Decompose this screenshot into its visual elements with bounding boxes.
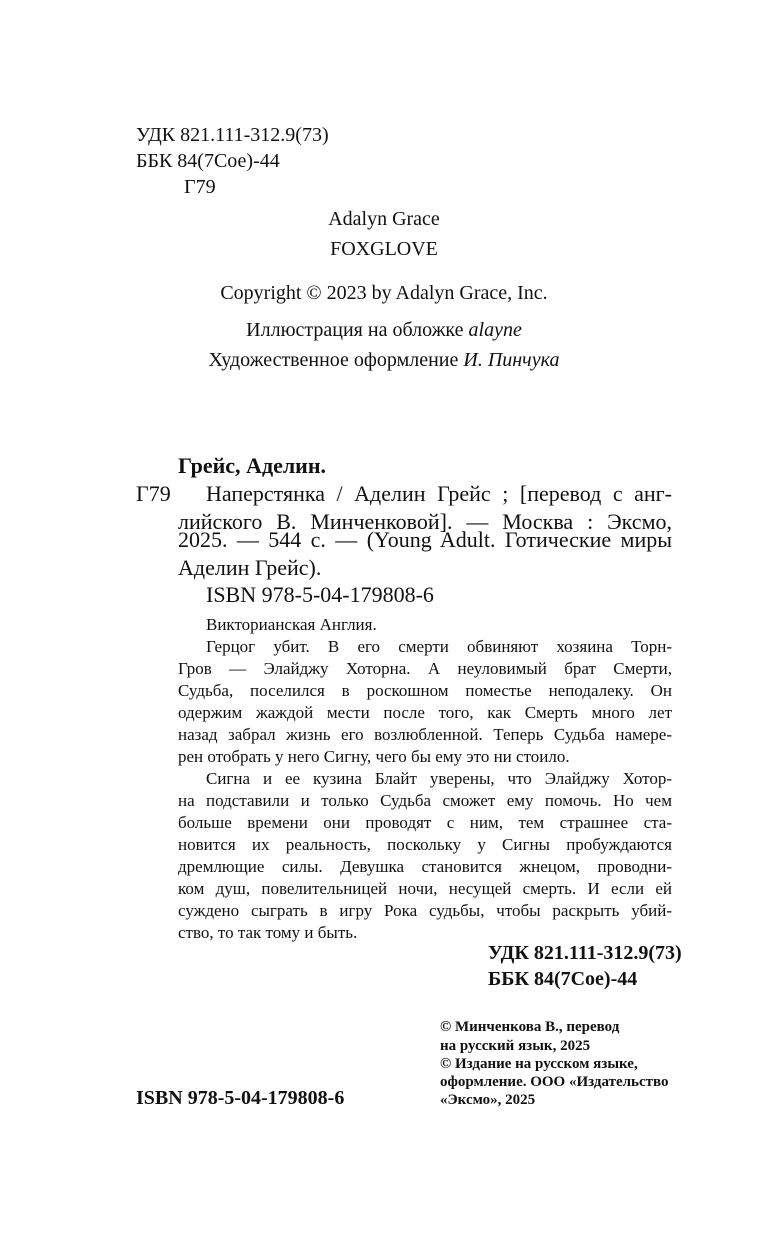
copyright-line: на русский язык, 2025 — [440, 1038, 591, 1054]
author-mark: Г79 — [184, 176, 216, 198]
catalog-line: лийского В. Минченковой]. — Москва : Эксмо, — [178, 509, 672, 534]
annotation-line: дремлющие силы. Девушка становится жнецом, проводни- — [178, 857, 672, 876]
catalog-mark: Г79 — [136, 481, 171, 506]
annotation-line: Гров — Элайджу Хоторна. А неуловимый брат Смерти, — [178, 659, 672, 678]
annotation-line: ком душ, повелительницей ночи, несущей смерть. И если ей — [178, 879, 672, 898]
annotation-line: Судьба, поселился в роскошном поместье неподалеку. Он — [178, 681, 672, 700]
annotation-line: одержим жаждой мести после того, как Смерть много лет — [178, 703, 672, 722]
design-name: И. Пинчука — [463, 349, 560, 371]
original-copyright: Copyright © 2023 by Adalyn Grace, Inc. — [220, 282, 548, 304]
design-label: Художественное оформление — [208, 349, 459, 371]
footer-udk-code: УДК 821.111-312.9(73) — [488, 942, 682, 964]
footer-bbk-code: ББК 84(7Сое)-44 — [488, 968, 638, 990]
annotation-line: больше времени они проводят с ним, тем страшнее ста- — [178, 813, 672, 832]
catalog-heading: Грейс, Аделин. — [178, 453, 327, 478]
annotation-line: рен отобрать у него Сигну, чего бы ему это ни стоило. — [178, 747, 570, 766]
bbk-code: ББК 84(7Сое)-44 — [136, 150, 280, 172]
footer-isbn: ISBN 978-5-04-179808-6 — [136, 1087, 345, 1109]
catalog-isbn: ISBN 978-5-04-179808-6 — [206, 582, 434, 607]
illustration-name: alayne — [468, 319, 522, 341]
original-title: FOXGLOVE — [330, 238, 438, 260]
catalog-line: 2025. — 544 с. — (Young Adult. Готические миры — [178, 527, 672, 552]
design-credit — [0, 348, 768, 372]
annotation-line: Герцог убит. В его смерти обвиняют хозяина Торн- — [206, 637, 672, 656]
copyright-line: «Эксмо», 2025 — [440, 1092, 536, 1108]
illustration-credit — [0, 318, 768, 342]
copyright-line: © Минченкова В., перевод — [440, 1019, 620, 1035]
udk-code: УДК 821.111-312.9(73) — [136, 124, 329, 146]
annotation-line: Викторианская Англия. — [206, 615, 377, 634]
catalog-line: Наперстянка / Аделин Грейс ; [перевод с анг- — [206, 481, 672, 506]
annotation-line: назад забрал жизнь его возлюбленной. Теперь Судьба намере- — [178, 725, 672, 744]
annotation-line: ство, то так тому и быть. — [178, 923, 358, 942]
copyright-line: © Издание на русском языке, — [440, 1056, 638, 1072]
annotation-line: новится их реальность, поскольку у Сигны пробуждаются — [178, 835, 672, 854]
annotation-line: на подставили и только Судьба сможет ему помочь. Но чем — [178, 791, 672, 810]
illustration-label: Иллюстрация на обложке — [246, 319, 464, 341]
copyright-line: оформление. ООО «Издательство — [440, 1074, 669, 1090]
original-author: Adalyn Grace — [328, 208, 440, 230]
annotation-line: суждено сыграть в игру Рока судьбы, чтобы раскрыть убий- — [178, 901, 672, 920]
catalog-line: Аделин Грейс). — [178, 555, 322, 580]
annotation-line: Сигна и ее кузина Блайт уверены, что Элайджу Хотор- — [206, 769, 672, 788]
